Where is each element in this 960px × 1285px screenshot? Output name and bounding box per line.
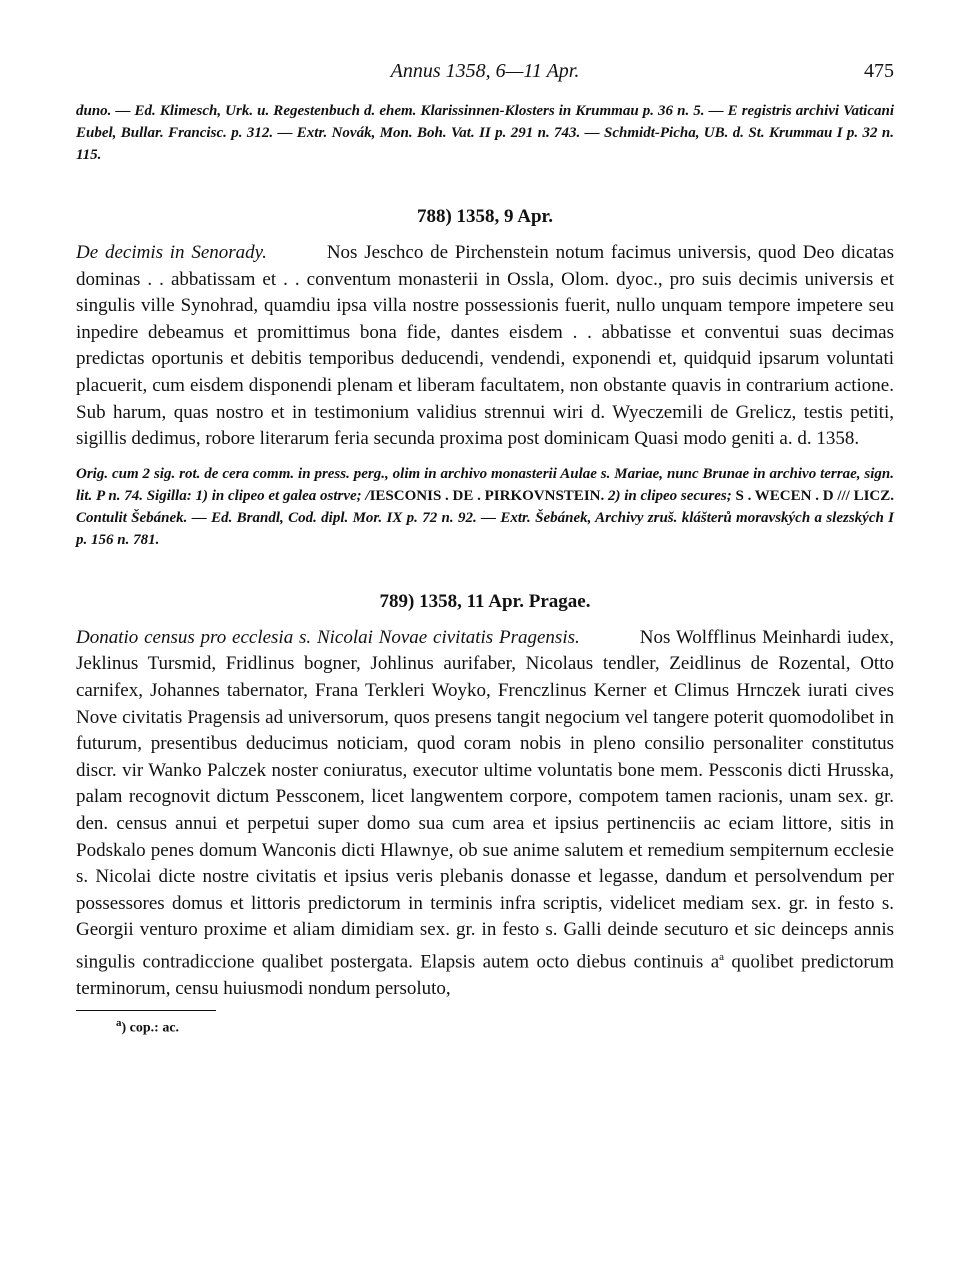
carryover-note: duno. — Ed. Klimesch, Urk. u. Regestenbuch d. ehem. Klarissinnen-Klosters in Krummau p. 36 n. 5. — E registris archivi Vaticani Eubel, Bullar. Francisc. p. 312. — Extr. Novák, Mon. Boh. Vat. II p. 291 n. 743. — Schmidt-Picha, UB. d. St. Krummau I p. 32 n. 115. bbox=[76, 103, 894, 163]
footnote-reference: a bbox=[719, 950, 725, 963]
document-789-rubric: Donatio census pro ecclesia s. Nicolai Novae civitatis Pragensis. bbox=[76, 626, 580, 648]
document-788-body: Nos Jeschco de Pirchenstein notum facimus universis, quod Deo dicatas dominas . . abbatissam et . . conventum monasterii in Ossla, Olom. dyoc., pro suis decimis universis et singulis ville Synohrad, quamdiu ipsa villa nostre possessionis fuerit, nullo unquam tempore impetere seu inpedire debeamus et promittimus bona fide, dantes eisdem . . abbatisse et conventui suas decimas predictas oportunis et debitis temporibus deducendi, vendendi, exponendi et, quidquid ipsarum voluntati placuerit, cum eisdem disponendi plenam et liberam facultatem, non obstante quavis in contrarium actione. Sub harum, quas nostro et in testimonium validius strennui wiri d. Wyeczemili de Grelicz, testis petiti, sigillis dedimus, robore literarum feria secunda proxima post dominicam Quasi modo geniti a. d. 1358. bbox=[76, 242, 894, 450]
document-788-text bbox=[76, 240, 894, 453]
document-789-body: Nos Wolfflinus Meinhardi iudex, Jeklinus Tursmid, Fridlinus bogner, Johlinus aurifaber, Nicolaus tendler, Zeidlinus de Rozental, Otto carnifex, Johannes tabernator, Frana Terkleri Woyko, Frenczlinus Kerner et Climus Hrnczek iurati cives Nove civitatis Pragensis ad universorum, quos presens tangit negocium vel tangere poterit quomodolibet in futurum, presentibus deducimus noticiam, quod coram nobis in pleno consilio personaliter constitutus discr. vir Wanko Palczek noster coniuratus, executor ultime voluntatis bone mem. Pessconis dicti Hrusska, palam recognovit dictum Pessconem, licet langwentem corpore, compotem tamen racionis, unam sex. gr. den. census annui et perpetui super domo sua cum area et ipsius pertinenciis ac eciam littore, sitis in Podskalo penes domum Wanconis dicti Hlawnye, ob sue anime salutem et remedium sempiternum ecclesie s. Nicolai dicte nostre civitatis et ipsius veris plebanis donasse et legasse, dandum et persolvendum per possessores domus et littoris predictorum in terminis infra scriptis, videlicet mediam sex. gr. in festo s. Georgii venturo proxime et aliam dimidiam sex. gr. in festo s. Galli deinde secuturo et sic deinceps annis singulis contradiccione qualibet postergata. Elapsis autem octo diebus continuis a bbox=[76, 626, 894, 973]
seal-legend-1: IESCONIS . DE . PIRKOVNSTEIN. bbox=[369, 487, 605, 504]
page-number: 475 bbox=[864, 60, 894, 82]
document-788-apparatus: Orig. cum 2 sig. rot. de cera comm. in press. perg., olim in archivo monasterii Aulae s. Mariae, nunc Brunae in archivo terrae, sign. lit. P n. 74. Sigilla: 1) in clipeo et galea ostrve; /IESCONIS . DE . PIRKOVNSTEIN. 2) in clipeo secures; S . WECEN . D /// LICZ. Contulit Šebánek. — Ed. Brandl, Cod. dipl. Mor. IX p. 72 n. 92. — Extr. Šebánek, Archivy zruš. klášterů moravských a slezských I p. 156 n. 781. bbox=[76, 465, 894, 548]
document-789-heading: 789) 1358, 11 Apr. Pragae. bbox=[379, 590, 591, 612]
footnote-rule bbox=[76, 1010, 216, 1011]
running-title: Annus 1358, 6—11 Apr. bbox=[390, 60, 580, 82]
running-head bbox=[76, 60, 894, 90]
document-789-text: Donatio census pro ecclesia s. Nicolai Novae civitatis Pragensis. Nos Wolfflinus Meinhardi iudex, Jeklinus Tursmid, Fridlinus bogner, Johlinus aurifaber, Nicolaus tendler, Zeidlinus de Rozental, Otto carnifex, Johannes tabernator, Frana Terkleri Woyko, Frenczlinus Kerner et Climus Hrnczek iurati cives Nove civitatis Pragensis ad universorum, quos presens tangit negocium vel tangere poterit quomodolibet in futurum, presentibus deducimus noticiam, quod coram nobis in pleno consilio personaliter constitutus discr. vir Wanko Palczek noster coniuratus, executor ultime voluntatis bone mem. Pessconis dicti Hrusska, palam recognovit dictum Pessconem, licet langwentem corpore, compotem tamen racionis, unam sex. gr. den. census annui et perpetui super domo sua cum area et ipsius pertinenciis ac eciam littore, sitis in Podskalo penes domum Wanconis dicti Hlawnye, ob sue anime salutem et remedium sempiternum ecclesie s. Nicolai dicte nostre civitatis et ipsius veris plebanis donasse et legasse, dandum et persolvendum per possessores domus et littoris predictorum in terminis infra scriptis, videlicet mediam sex. gr. in festo s. Georgii venturo proxime et aliam dimidiam sex. gr. in festo s. Galli deinde secuturo et sic deinceps annis singulis contradiccione qualibet postergata. Elapsis autem octo diebus continuis $a^a$ quolibet predictorum terminorum, censu huiusmodi nondum persoluto, bbox=[76, 626, 894, 999]
footnote-text: ) cop.: ac. bbox=[121, 1021, 180, 1037]
document-788-rubric: De decimis in Senorady. bbox=[76, 242, 267, 263]
footnote bbox=[116, 1017, 894, 1037]
seal-legend-2: S . WECEN . D /// LICZ. bbox=[735, 487, 894, 504]
footnote-mark: a bbox=[116, 1017, 122, 1030]
document-788-heading: 788) 1358, 9 Apr. bbox=[416, 206, 553, 227]
document-page bbox=[76, 60, 894, 1037]
